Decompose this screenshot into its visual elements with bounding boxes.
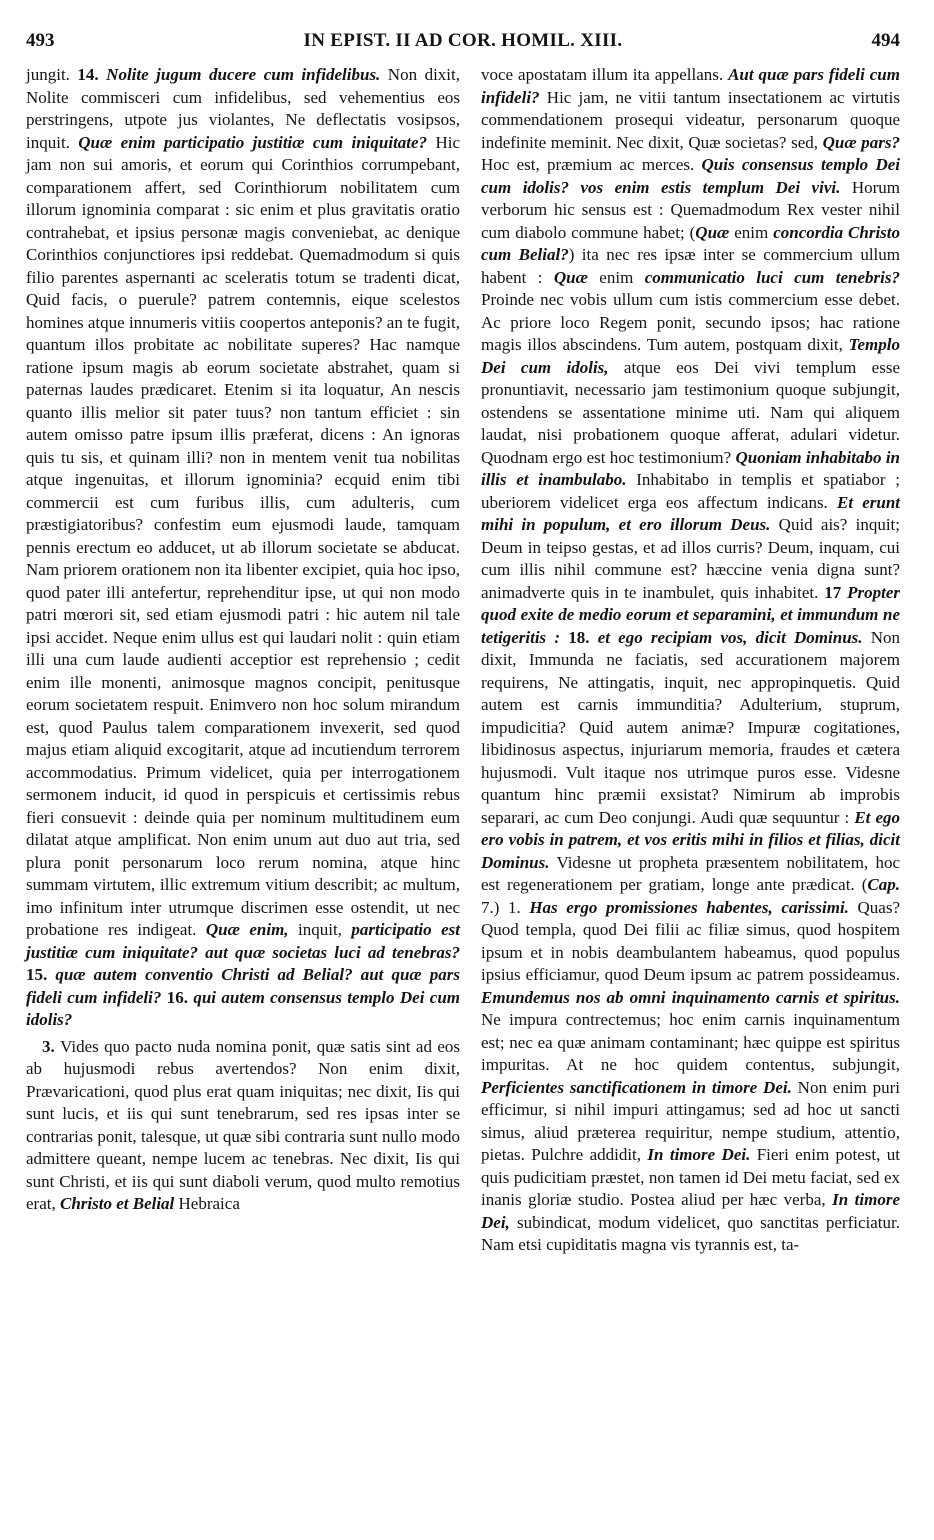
- text-run: Vides quo pacto nuda nomina ponit, quæ satis sint ad eos ab hujusmodi rebus avertendos? Non enim dixit, Prævaricationi, quod plus erat quam iniquitas; nec dixit, Iis qui sunt lucis, et iis qui sunt tenebrarum, sed res ipsas inter se contrarias ponit, talesque, ut quæ sibi contraria sunt nullo modo admittere queant, nempe lucem ac tenebras. Nec dixit, Iis qui sunt Christi, et iis qui sunt diaboli verum, quod multo remotius erat,: [26, 1036, 460, 1213]
- scripture-quote: Et ego ero vobis in patrem, et vos eritis mihi in filios et filias, dicit Dominus.: [481, 807, 901, 872]
- scripture-quote: In timore Dei,: [481, 1190, 900, 1232]
- page-number-left: 493: [26, 30, 55, 51]
- scripture-quote: Quæ enim participatio justitiæ cum iniquitate?: [78, 132, 428, 152]
- verse-number: 16.: [161, 987, 194, 1007]
- scripture-quote: Perficientes sanctificationem in timore Dei.: [481, 1077, 792, 1097]
- scripture-quote: participatio est justitiæ cum iniquitate? aut quæ societas luci ad tenebras?: [26, 920, 460, 962]
- text-run: 7.) 1.: [481, 897, 530, 917]
- scripture-quote: In timore Dei.: [647, 1145, 751, 1164]
- right-column: [481, 64, 900, 1257]
- text-run: Quid ais? inquit; Deum in teipso gestas, et ad illos curris? Deum, inquam, cui cum illis nihil commune est? hæccine venia digna sunt? animadverte quis in te inambulet, quis inhabitet.: [481, 515, 900, 602]
- text-run: Inhabitabo in templis et spatiabor ; uberiorem videlicet erga eos affectum indicans.: [481, 470, 901, 512]
- text-run: Ne impura contrectemus; hoc enim carnis inquinamentum est; nec ea quæ animam contaminant; hæc quippe est spiritus impuritas. At ne hoc quidem contentus, subjungit,: [481, 1010, 900, 1074]
- text-run: Fieri enim potest, ut quis pudicitiam præstet, non tamen id Dei metu faciat, sed ex inanis gloriæ studio. Postea aliud per hæc verba,: [481, 1145, 900, 1209]
- scripture-quote: Propter quod exite de medio eorum et separamini, et immundum ne tetigeritis :: [481, 582, 900, 647]
- text-run: Hic jam, ne vitii tantum insectationem ac virtutis commendationem prosequi videatur, personarum quoque indefinite meminit. Nec dixit, Quæ societas? sed,: [481, 87, 900, 152]
- page-number-right: 494: [871, 30, 900, 51]
- scripture-quote: Cap.: [867, 875, 900, 894]
- verse-number: 3.: [42, 1036, 61, 1056]
- scripture-quote: Emundemus nos ab omni inquinamento carnis et spiritus.: [481, 987, 900, 1007]
- text-run: jungit.: [26, 65, 78, 84]
- text-run: ) ita nec res ipsæ inter se commercium ullum habent :: [481, 245, 900, 287]
- scripture-quote: Et erunt mihi in populum, et ero illorum Deus.: [481, 492, 901, 534]
- text-run: Quas? Quod templa, quod Dei filii ac filiæ simus, quod hospitem ipsum et in nobis deambulantem habeamus, quod populus ipsius efficiamur, quod Deum ipsum ac patrem possideamus.: [481, 897, 900, 984]
- text-run: Proinde nec vobis ullum cum istis commercium esse debet. Ac priore loco Regem ponit, secundo ipsos; hac ratione magis illos abscindens. Tum autem, postquam dixit,: [481, 290, 900, 354]
- scripture-quote: Quæ: [553, 267, 588, 287]
- verse-number: 17: [824, 582, 848, 602]
- text-run: enim: [587, 267, 645, 287]
- left-paragraph-1: [26, 64, 460, 1032]
- text-run: Hoc est, præmium ac merces.: [481, 155, 702, 174]
- verse-number: 18.: [560, 627, 598, 647]
- text-run: subindicat, modum videlicet, quo sanctitas perficiatur. Nam etsi cupiditatis magna vis tyrannis est, ta-: [481, 1212, 900, 1254]
- scripture-quote: Christo et Belial: [59, 1194, 175, 1213]
- scripture-quote: qui autem consensus templo Dei cum idolis?: [26, 987, 460, 1029]
- scripture-quote: Templo Dei cum idolis,: [481, 335, 900, 377]
- scripture-quote: Quis consensus templo Dei cum idolis? vos enim estis templum Dei vivi.: [481, 155, 900, 197]
- text-run: Non dixit, Immunda ne faciatis, sed accurationem majorem requirens, Ne attingatis, inquit, nec appropinquetis. Quid autem est carnis immunditia? Adulterium, stuprum, impudicitia? Quid autem animæ? Impuræ cogitationes, libidinosus aspectus, injuriarum memoria, fraudes et cætera hujusmodi. Vult itaque nos utrimque puros esse. Videsne quantum hinc præmii exsistat? Nimirum ab improbis separari, ac cum Deo conjungi. Audi quæ sequuntur :: [481, 627, 900, 827]
- scripture-quote: Quæ pars?: [822, 132, 900, 152]
- scripture-quote: concordia Christo cum Belial?: [481, 222, 901, 264]
- scripture-quote: Aut quæ pars fideli cum infideli?: [481, 65, 900, 107]
- right-paragraph-1: [481, 64, 900, 1257]
- scripture-quote: Quæ enim,: [205, 920, 289, 939]
- verse-number: 15.: [26, 965, 56, 984]
- scripture-quote: quæ autem conventio Christi ad Belial? aut quæ pars fideli cum infideli?: [26, 965, 460, 1007]
- text-run: Hic jam non sui amoris, et eorum qui Corinthios corrumpebant, comparationem affert, sed Corinthiorum nobilitatem cum illorum ignominia comparat : sic enim et plus gravitatis oratio contrahebat, et ipsius personæ magis conveniebat, ac denique Corinthios conjunctiores ipsi reddebat. Quemadmodum si quis filio parentes aspernanti ac sceleratis totum se tradenti dicat, Quid facis, o puerule? patrem contemnis, eique scelestos homines atque innumeris vitiis coopertos anteponis? an te fugit, quantum illos probitate ac nobilitate superes? Hac namque ratione ipsum magis ab eorum societate abstrahet, quam si paternas laudes prædicaret. Etenim si ita loquatur, An nescis quanto illis melior sit pater tuus? non tantum efficiet : sin autem omisso patre ipsum illis præferat, dicens : An ignoras quis tu sis, et quinam illi? non in mentem venit tua nobilitas atque ingenuitas, et illorum ignominia? ecquid enim tibi commercii est cum furibus illis, cum adulteris, cum præstigiatoribus? confestim eum ejusmodi laude, tamquam pennis erectum eo adducet, ut ab illorum societate se abducat. Nam priorem orationem non ita libenter excipiet, quia hoc ipso, quod pater illi antefertur, reprehenditur ipse, ut qui non modo patri mœrori sit, sed etiam ejusmodi patri : hic autem nil tale ipsi accidet. Neque enim ullus est qui laudari nolit : quin etiam illi una cum laude audienti acceptior est reprehensio ; cedit enim ille monenti, animosque magnos concipit, penitusque eorum societatem respuit. Enimvero non hoc solum mirandum est, quod Paulus talem comparationem invexerit, sed quod majus etiam aliquid excogitarit, atque ad incutiendum terrorem accommodatius. Primum videlicet, quia per interrogationem sermonem inducit, id quod in perspicuis et certissimis rebus fieri consuevit : deinde quia per nominum multitudinem eum dilatat atque amplificat. Non enim unum aut duo aut tria, sed plura ponit personarum loco rerum nomina, atque hinc summam virtutem, illic extremum vitium describit; ac multum, imo infinitum inter utrumque discrimen esse ostendit, ut nec probatione res indigeat.: [26, 132, 460, 939]
- left-paragraph-2: [26, 1036, 460, 1216]
- text-run: atque eos Dei vivi templum esse pronuntiavit, necessario jam testimonium quoque subjungit, ostendens se assentatione minime uti. Nam qui aliquem laudat, nisi probationem quoque afferat, adulari videtur. Quodnam ergo est hoc testimonium?: [481, 357, 900, 467]
- text-run: inquit,: [288, 920, 352, 939]
- text-run: enim: [729, 222, 774, 242]
- scripture-quote: Has ergo promissiones habentes, carissimi.: [529, 897, 849, 917]
- scripture-quote: Nolite jugum ducere cum infidelibus.: [106, 65, 381, 84]
- text-run: Hebraica: [174, 1194, 240, 1213]
- scripture-quote: Quæ: [695, 222, 730, 242]
- left-column: [26, 64, 460, 1216]
- text-run: Non enim puri efficimur, si nihil impuri attingamus; sed ad hoc ut sancti simus, aliud præterea requiritur, nempe studium, attentio, pietas. Pulchre addidit,: [481, 1077, 900, 1164]
- text-run: Horum verborum hic sensus est : Quemadmodum Rex vester nihil cum diabolo commune habet; (: [481, 177, 900, 242]
- text-run: voce apostatam illum ita appellans.: [481, 65, 729, 84]
- page-header: [26, 30, 900, 58]
- text-run: Non dixit, Nolite commisceri cum infidelibus, sed vehementius eos perstringens, utpote jus violantes, Ne deflectatis vosipsos, inquit.: [26, 65, 461, 152]
- verse-number: 14.: [77, 65, 107, 84]
- scripture-quote: communicatio luci cum tenebris?: [644, 267, 900, 287]
- running-title: IN EPIST. II AD COR. HOMIL. XIII.: [303, 30, 623, 51]
- scripture-quote: et ego recipiam vos, dicit Dominus.: [597, 627, 863, 647]
- scripture-quote: Quoniam inhabitabo in illis et inambulabo.: [481, 447, 900, 489]
- text-run: Videsne ut propheta præsentem nobilitatem, hoc est regenerationem per gratiam, longe ante prædicat. (: [481, 852, 900, 894]
